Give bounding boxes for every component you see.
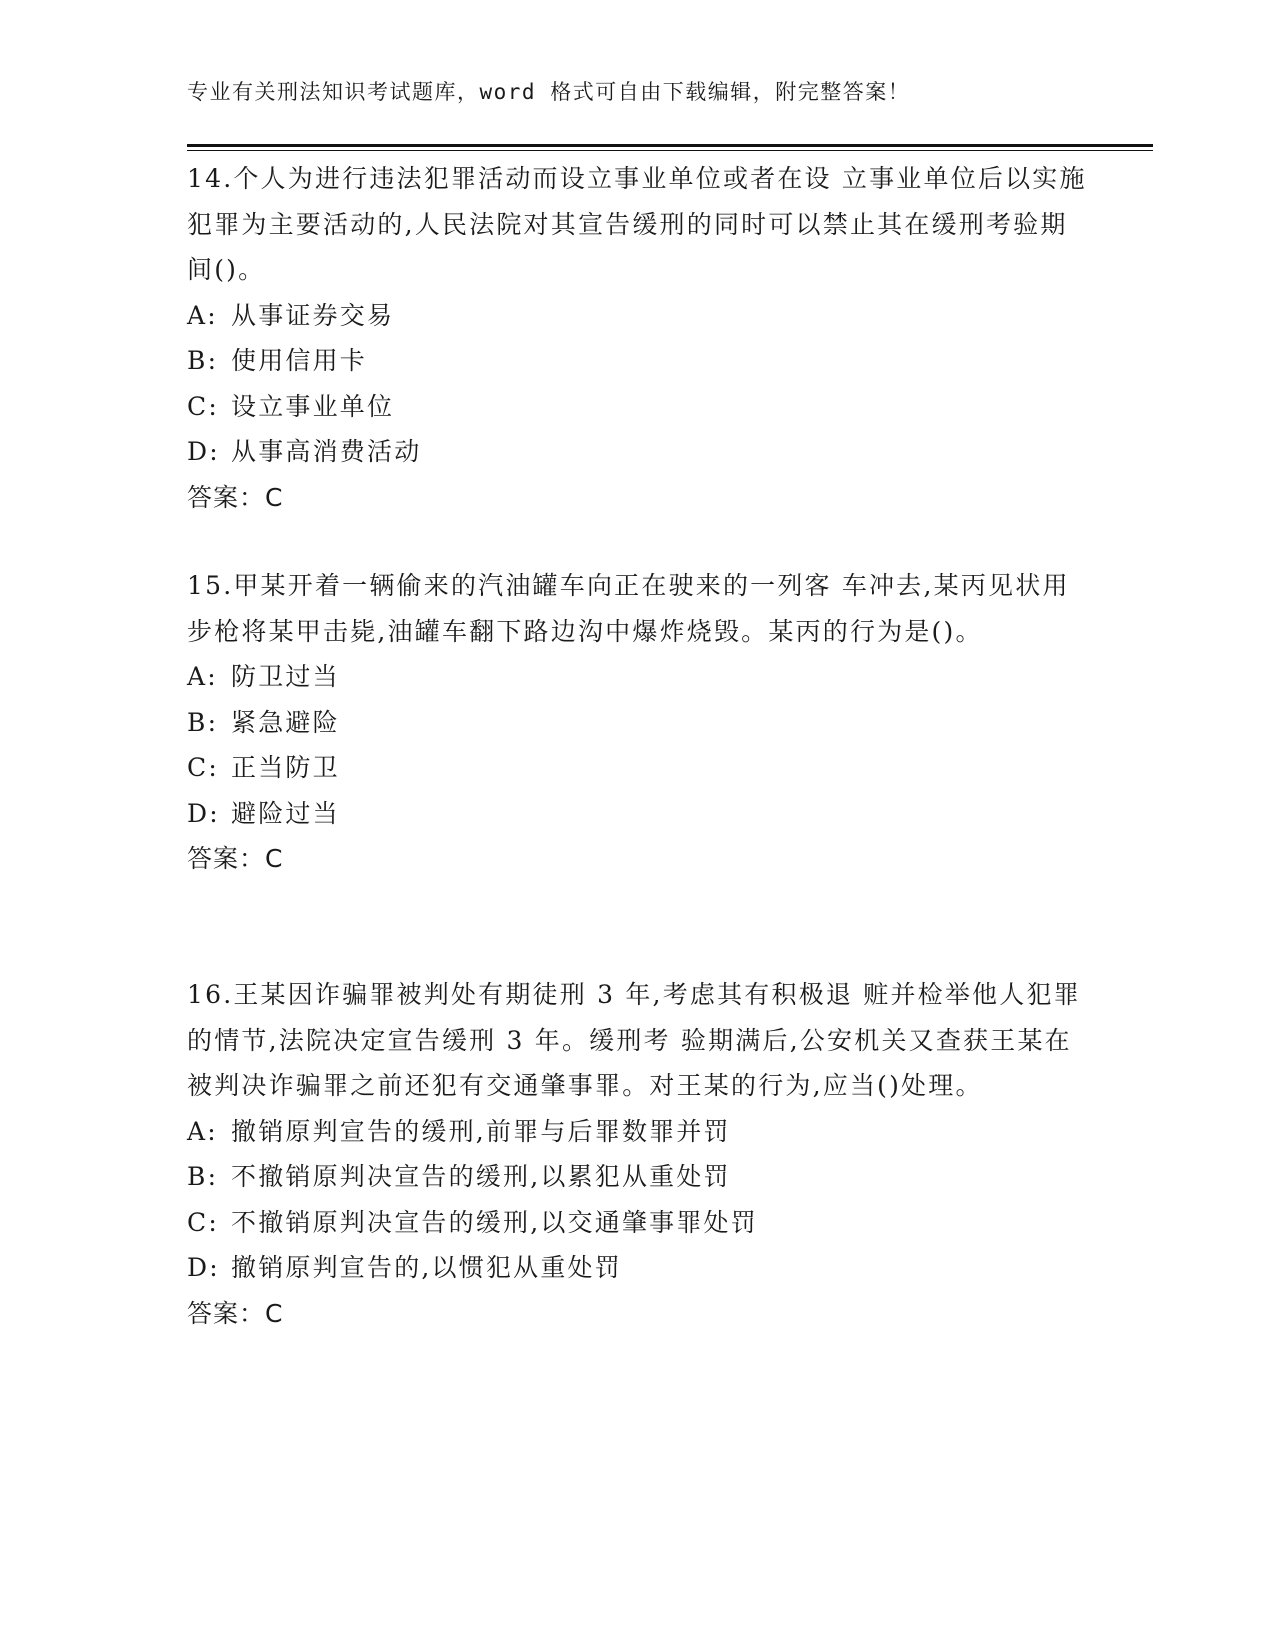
header-rule-thick <box>187 144 1153 147</box>
option-a <box>187 1109 1087 1155</box>
option-text: 从事高消费活动 <box>231 437 422 466</box>
option-letter: D: <box>187 437 220 466</box>
answer: 答案：C <box>187 1298 284 1328</box>
option-text: 设立事业单位 <box>231 391 395 421</box>
option-c <box>187 384 1087 430</box>
option-b <box>187 700 1087 746</box>
option-text: 不撤销原判决宣告的缓刑,以累犯从重处罚 <box>231 1162 731 1191</box>
option-c <box>187 745 1087 791</box>
question-text: 15.甲某开着一辆偷来的汽油罐车向正在驶来的一列客 车冲去,某丙见状用步枪将某甲击毙,油罐车翻下路边沟中爆炸烧毁。某丙的行为是()。 <box>187 571 1070 646</box>
page-header: 专业有关刑法知识考试题库，word 格式可自由下载编辑，附完整答案！ <box>187 80 911 104</box>
option-letter: A: <box>187 662 218 691</box>
option-text: 从事证券交易 <box>231 300 395 330</box>
option-letter: D: <box>187 798 220 828</box>
option-letter: C: <box>187 391 219 421</box>
option-c <box>187 1200 1087 1246</box>
answer: 答案：C <box>187 482 284 512</box>
option-letter: B: <box>187 346 219 375</box>
option-letter: A: <box>187 300 218 330</box>
option-d <box>187 791 1087 837</box>
option-text: 紧急避险 <box>231 707 340 737</box>
answer: 答案：C <box>187 844 284 873</box>
option-text: 不撤销原判决宣告的缓刑,以交通肇事罪处罚 <box>231 1207 758 1237</box>
option-letter: A: <box>187 1116 218 1146</box>
question-16 <box>187 972 1087 1336</box>
question-text: 16.王某因诈骗罪被判处有期徒刑 3 年,考虑其有积极退 赃并检举他人犯罪的情节,法院决定宣告缓刑 3 年。缓刑考 验期满后,公安机关又查获王某在被判决诈骗罪之前还犯有交通肇事罪。对王某的行为,应当()处理。 <box>187 980 1081 1100</box>
option-text: 正当防卫 <box>231 753 340 782</box>
option-text: 撤销原判宣告的,以惯犯从重处罚 <box>231 1253 622 1282</box>
option-letter: B: <box>187 1162 219 1191</box>
option-a <box>187 654 1087 700</box>
question-14 <box>187 156 1087 520</box>
option-text: 撤销原判宣告的缓刑,前罪与后罪数罪并罚 <box>231 1116 731 1146</box>
option-a <box>187 293 1087 339</box>
option-text: 避险过当 <box>231 798 340 828</box>
option-b <box>187 338 1087 384</box>
question-text: 14.个人为进行违法犯罪活动而设立事业单位或者在设 立事业单位后以实施犯罪为主要活动的,人民法院对其宣告缓刑的同时可以禁止其在缓刑考验期间()。 <box>187 164 1087 284</box>
option-text: 防卫过当 <box>231 662 340 691</box>
option-letter: D: <box>187 1253 220 1282</box>
option-text: 使用信用卡 <box>231 346 368 375</box>
option-letter: B: <box>187 707 219 737</box>
option-b <box>187 1154 1087 1200</box>
option-d <box>187 429 1087 475</box>
option-d <box>187 1245 1087 1291</box>
header-rule-thin <box>187 150 1153 151</box>
option-letter: C: <box>187 753 219 782</box>
question-15 <box>187 563 1087 882</box>
option-letter: C: <box>187 1207 219 1237</box>
